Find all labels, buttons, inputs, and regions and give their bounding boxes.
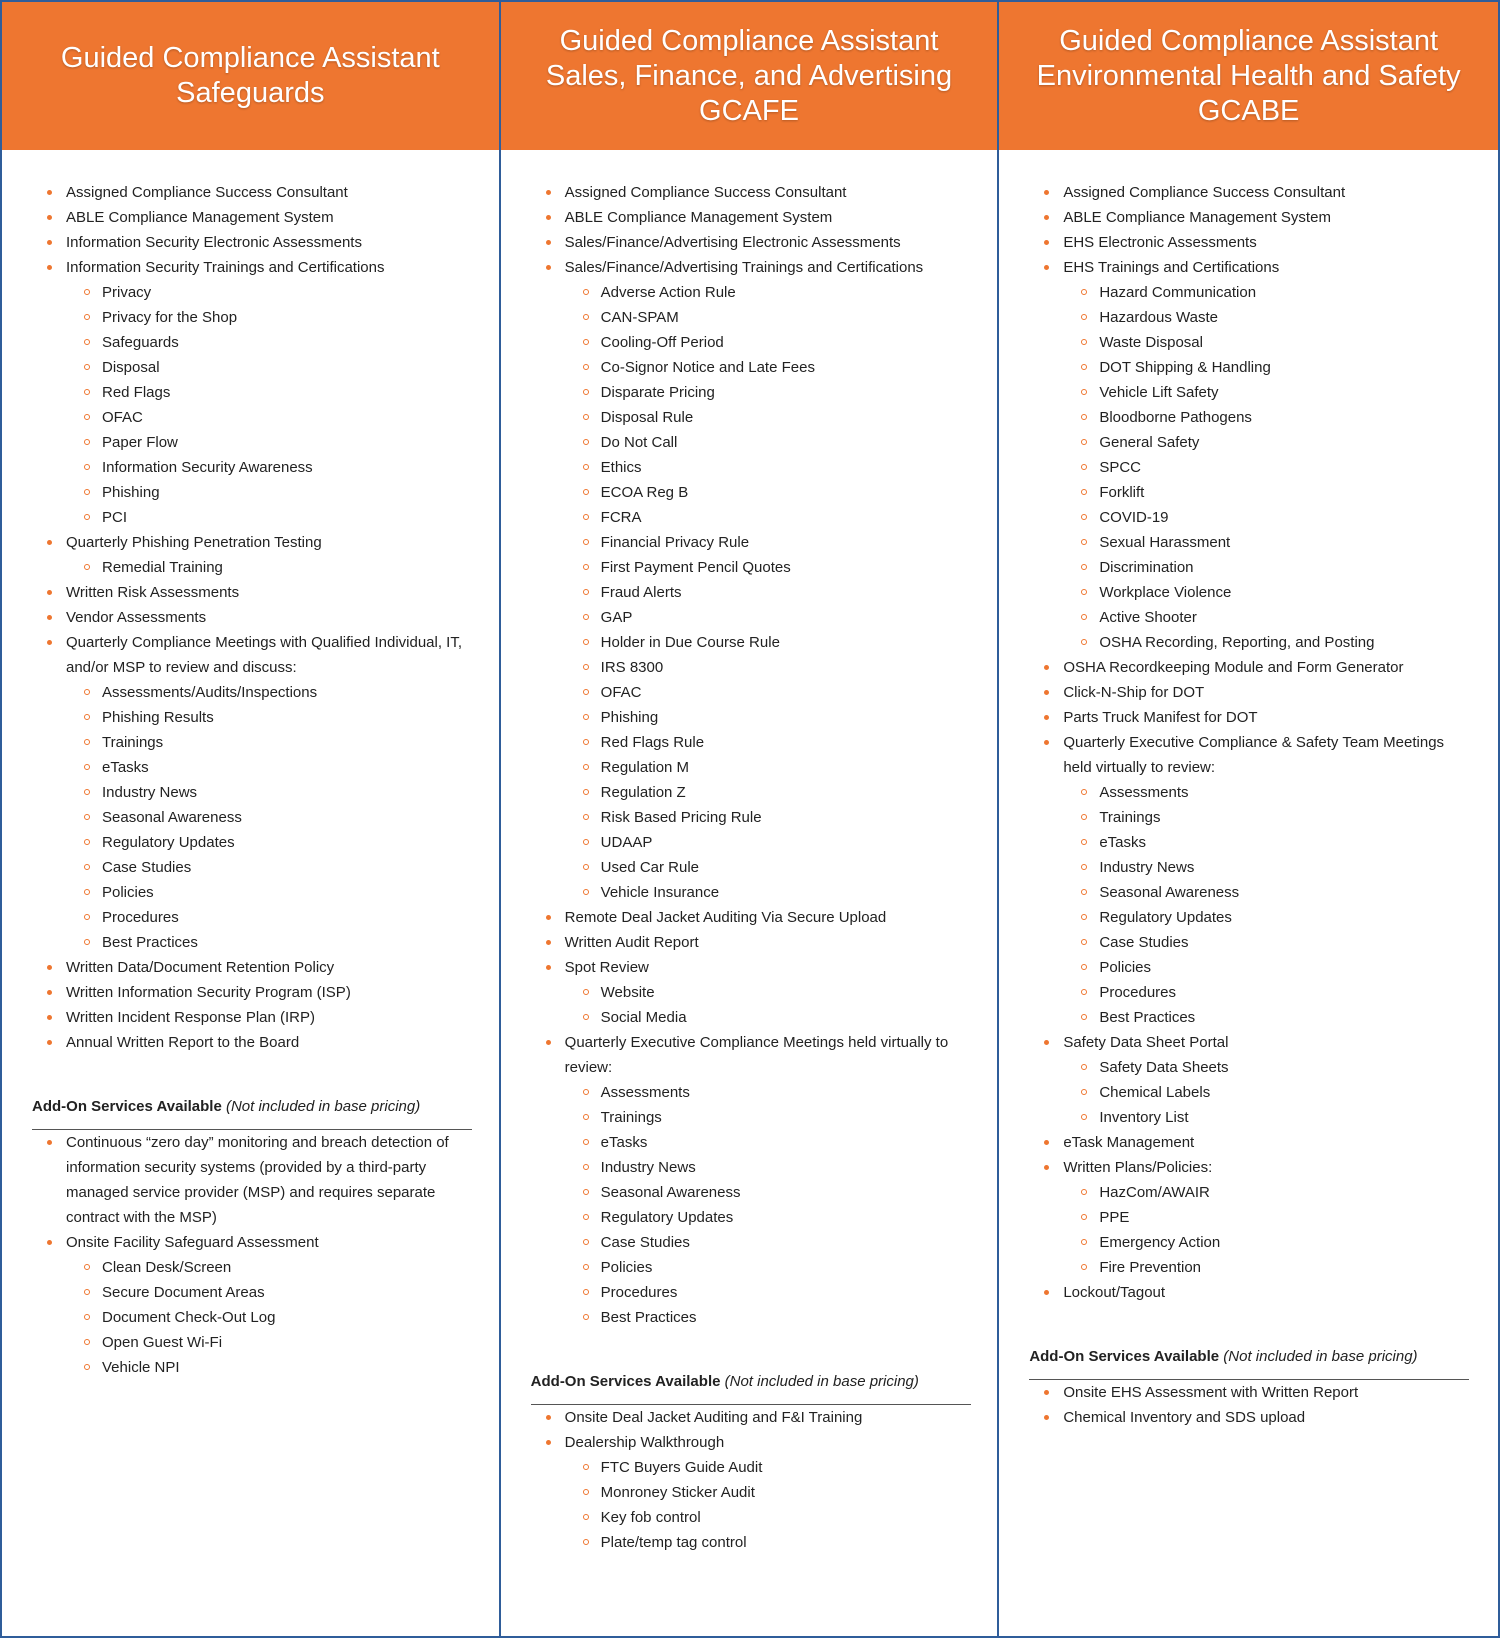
list-item (1063, 705, 1468, 730)
column-header (999, 2, 1498, 150)
list-item-label: Information Security Electronic Assessments (66, 234, 362, 251)
feature-list (32, 180, 469, 1055)
sub-list-item: Assessments (1099, 780, 1468, 805)
sub-list-item: Privacy (102, 280, 469, 305)
list-item-label: Quarterly Executive Compliance Meetings held virtually to review: (564, 1034, 949, 1076)
list-item-label: Spot Review (564, 959, 649, 976)
column-gcabe (999, 2, 1498, 1636)
sub-list-item: Procedures (102, 905, 469, 930)
sub-list (565, 1455, 968, 1555)
list-item (66, 530, 469, 580)
sub-list-item: Regulatory Updates (601, 1205, 968, 1230)
column-title-line: Sales, Finance, and Advertising (545, 59, 953, 92)
list-item (1063, 205, 1468, 230)
list-item-label: Written Risk Assessments (66, 584, 240, 601)
addon-list (32, 1130, 469, 1380)
sub-list-item: Best Practices (102, 930, 469, 955)
list-item (565, 205, 968, 230)
list-item-label: Sales/Finance/Advertising Electronic Assessments (564, 234, 901, 251)
list-item-label: Onsite Deal Jacket Auditing and F&I Training (564, 1409, 863, 1426)
sub-list-item: Disposal (102, 355, 469, 380)
sub-list-item: Best Practices (601, 1305, 968, 1330)
sub-list (1063, 1055, 1468, 1130)
list-item (66, 205, 469, 230)
sub-list-item: Paper Flow (102, 430, 469, 455)
list-item (565, 1430, 968, 1555)
list-item (565, 930, 968, 955)
sub-list-item: eTasks (601, 1130, 968, 1155)
sub-list-item: Regulatory Updates (1099, 905, 1468, 930)
addon-note: (Not included in base pricing) (724, 1373, 919, 1390)
sub-list-item: Fraud Alerts (601, 580, 968, 605)
list-item (1063, 255, 1468, 655)
sub-list-item: Red Flags (102, 380, 469, 405)
list-item (1063, 1030, 1468, 1130)
column-title-line: Environmental Health and Safety (1036, 59, 1461, 92)
sub-list-item: Chemical Labels (1099, 1080, 1468, 1105)
sub-list-item: Inventory List (1099, 1105, 1468, 1130)
sub-list-item: Case Studies (1099, 930, 1468, 955)
list-item (66, 255, 469, 530)
sub-list-item: Holder in Due Course Rule (601, 630, 968, 655)
sub-list-item: Trainings (601, 1105, 968, 1130)
addon-heading (1029, 1347, 1469, 1380)
sub-list-item: COVID-19 (1099, 505, 1468, 530)
addon-heading (32, 1097, 472, 1130)
column-title-line: Safeguards (176, 77, 325, 109)
sub-list-item: Industry News (102, 780, 469, 805)
sub-list (66, 280, 469, 530)
list-item-label: Written Data/Document Retention Policy (66, 959, 335, 976)
sub-list-item: Key fob control (601, 1505, 968, 1530)
sub-list-item: Fire Prevention (1099, 1255, 1468, 1280)
addon-note: (Not included in base pricing) (1223, 1348, 1418, 1365)
list-item (1063, 230, 1468, 255)
list-item-label: Assigned Compliance Success Consultant (66, 184, 348, 201)
sub-list-item: Policies (102, 880, 469, 905)
sub-list-item: Seasonal Awareness (1099, 880, 1468, 905)
sub-list-item: Safety Data Sheets (1099, 1055, 1468, 1080)
list-item-label: Remote Deal Jacket Auditing Via Secure Upload (564, 909, 887, 926)
sub-list-item: Procedures (601, 1280, 968, 1305)
feature-list (1029, 180, 1468, 1305)
list-item (565, 905, 968, 930)
sub-list (1063, 1180, 1468, 1280)
sub-list-item: FCRA (601, 505, 968, 530)
sub-list (66, 680, 469, 955)
list-item-label: OSHA Recordkeeping Module and Form Generator (1063, 659, 1404, 676)
sub-list-item: Website (601, 980, 968, 1005)
sub-list-item: Do Not Call (601, 430, 968, 455)
sub-list-item: Plate/temp tag control (601, 1530, 968, 1555)
list-item (1063, 730, 1468, 1030)
list-item (66, 630, 469, 955)
list-item (66, 980, 469, 1005)
list-item (66, 1230, 469, 1380)
sub-list-item: Clean Desk/Screen (102, 1255, 469, 1280)
list-item-label: Written Information Security Program (ISP) (66, 984, 351, 1001)
sub-list-item: Assessments/Audits/Inspections (102, 680, 469, 705)
sub-list-item: Ethics (601, 455, 968, 480)
list-item (565, 255, 968, 905)
column-body (2, 150, 499, 1380)
list-item (565, 1405, 968, 1430)
sub-list-item: Active Shooter (1099, 605, 1468, 630)
list-item (66, 1030, 469, 1055)
sub-list-item: Hazardous Waste (1099, 305, 1468, 330)
sub-list-item: Risk Based Pricing Rule (601, 805, 968, 830)
sub-list-item: Regulation M (601, 755, 968, 780)
list-item-label: Lockout/Tagout (1063, 1284, 1166, 1301)
list-item-label: Click-N-Ship for DOT (1063, 684, 1205, 701)
list-item-label: Information Security Trainings and Certifications (66, 259, 385, 276)
list-item-label: Written Plans/Policies: (1063, 1159, 1213, 1176)
sub-list (66, 555, 469, 580)
sub-list-item: DOT Shipping & Handling (1099, 355, 1468, 380)
list-item-label: Written Audit Report (564, 934, 699, 951)
sub-list (565, 1080, 968, 1330)
sub-list-item: Case Studies (102, 855, 469, 880)
list-item (66, 580, 469, 605)
list-item-label: eTask Management (1063, 1134, 1195, 1151)
list-item-label: ABLE Compliance Management System (1063, 209, 1331, 226)
list-item (66, 605, 469, 630)
sub-list-item: Disparate Pricing (601, 380, 968, 405)
list-item (1063, 180, 1468, 205)
sub-list (565, 980, 968, 1030)
list-item (1063, 1155, 1468, 1280)
list-item-label: Safety Data Sheet Portal (1063, 1034, 1229, 1051)
column-title-line: Guided Compliance Assistant (1059, 24, 1439, 57)
sub-list-item: Monroney Sticker Audit (601, 1480, 968, 1505)
list-item (565, 230, 968, 255)
addon-label: Add-On Services Available (1029, 1348, 1220, 1365)
sub-list (565, 280, 968, 905)
sub-list-item: Procedures (1099, 980, 1468, 1005)
sub-list-item: Phishing (601, 705, 968, 730)
sub-list-item: Adverse Action Rule (601, 280, 968, 305)
addon-list (531, 1405, 968, 1555)
list-item-label: Onsite EHS Assessment with Written Report (1063, 1384, 1359, 1401)
list-item (1063, 1405, 1468, 1430)
list-item-label: Onsite Facility Safeguard Assessment (66, 1234, 319, 1251)
sub-list-item: Seasonal Awareness (102, 805, 469, 830)
addon-note: (Not included in base pricing) (225, 1098, 421, 1115)
list-item-label: Sales/Finance/Advertising Trainings and Certifications (564, 259, 924, 276)
list-item (66, 230, 469, 255)
column-title-line: GCABE (1197, 94, 1300, 127)
list-item-label: EHS Electronic Assessments (1063, 234, 1257, 251)
addon-list (1029, 1380, 1468, 1430)
sub-list-item: PCI (102, 505, 469, 530)
sub-list-item: Document Check-Out Log (102, 1305, 469, 1330)
sub-list-item: Regulatory Updates (102, 830, 469, 855)
sub-list-item: General Safety (1099, 430, 1468, 455)
column-title-line: Guided Compliance Assistant (60, 42, 440, 74)
feature-list (531, 180, 968, 1330)
sub-list-item: Privacy for the Shop (102, 305, 469, 330)
list-item-label: Quarterly Executive Compliance & Safety Team Meetings held virtually to review: (1063, 734, 1445, 776)
sub-list-item: Disposal Rule (601, 405, 968, 430)
sub-list-item: Seasonal Awareness (601, 1180, 968, 1205)
column-title-line: Guided Compliance Assistant (559, 24, 939, 57)
sub-list-item: Secure Document Areas (102, 1280, 469, 1305)
sub-list-item: Open Guest Wi-Fi (102, 1330, 469, 1355)
list-item (66, 955, 469, 980)
sub-list-item: OSHA Recording, Reporting, and Posting (1099, 630, 1468, 655)
sub-list-item: Co-Signor Notice and Late Fees (601, 355, 968, 380)
sub-list-item: Remedial Training (102, 555, 469, 580)
sub-list-item: Regulation Z (601, 780, 968, 805)
list-item-label: ABLE Compliance Management System (66, 209, 334, 226)
list-item (565, 1030, 968, 1330)
list-item (565, 955, 968, 1030)
list-item (66, 180, 469, 205)
sub-list-item: Industry News (1099, 855, 1468, 880)
sub-list-item: Emergency Action (1099, 1230, 1468, 1255)
list-item (565, 180, 968, 205)
list-item-label: Quarterly Phishing Penetration Testing (66, 534, 322, 551)
column-safeguards (2, 2, 501, 1636)
sub-list-item: Hazard Communication (1099, 280, 1468, 305)
addon-label: Add-On Services Available (530, 1373, 721, 1390)
list-item (1063, 1130, 1468, 1155)
list-item-label: Annual Written Report to the Board (66, 1034, 300, 1051)
sub-list-item: Financial Privacy Rule (601, 530, 968, 555)
sub-list-item: Phishing Results (102, 705, 469, 730)
sub-list-item: OFAC (601, 680, 968, 705)
sub-list-item: IRS 8300 (601, 655, 968, 680)
sub-list-item: PPE (1099, 1205, 1468, 1230)
sub-list-item: Workplace Violence (1099, 580, 1468, 605)
list-item-label: Dealership Walkthrough (564, 1434, 725, 1451)
sub-list-item: Vehicle NPI (102, 1355, 469, 1380)
column-header (2, 2, 499, 150)
sub-list-item: GAP (601, 605, 968, 630)
sub-list-item: CAN-SPAM (601, 305, 968, 330)
list-item-label: Assigned Compliance Success Consultant (1063, 184, 1346, 201)
sub-list-item: Industry News (601, 1155, 968, 1180)
sub-list-item: Safeguards (102, 330, 469, 355)
sub-list-item: Waste Disposal (1099, 330, 1468, 355)
sub-list-item: FTC Buyers Guide Audit (601, 1455, 968, 1480)
list-item (1063, 680, 1468, 705)
list-item-label: EHS Trainings and Certifications (1063, 259, 1280, 276)
sub-list-item: Vehicle Insurance (601, 880, 968, 905)
sub-list-item: eTasks (102, 755, 469, 780)
sub-list-item: Used Car Rule (601, 855, 968, 880)
sub-list-item: Sexual Harassment (1099, 530, 1468, 555)
sub-list-item: HazCom/AWAIR (1099, 1180, 1468, 1205)
column-header (501, 2, 998, 150)
sub-list-item: Red Flags Rule (601, 730, 968, 755)
sub-list-item: Trainings (102, 730, 469, 755)
list-item-label: ABLE Compliance Management System (564, 209, 833, 226)
addon-heading (531, 1372, 971, 1405)
column-body (501, 150, 998, 1555)
sub-list-item: Case Studies (601, 1230, 968, 1255)
sub-list (1063, 280, 1468, 655)
list-item-label: Assigned Compliance Success Consultant (564, 184, 847, 201)
sub-list-item: SPCC (1099, 455, 1468, 480)
sub-list-item: UDAAP (601, 830, 968, 855)
addon-label: Add-On Services Available (32, 1098, 222, 1115)
sub-list (1063, 780, 1468, 1030)
list-item-label: Parts Truck Manifest for DOT (1063, 709, 1258, 726)
sub-list-item: ECOA Reg B (601, 480, 968, 505)
list-item (1063, 1280, 1468, 1305)
sub-list-item: Bloodborne Pathogens (1099, 405, 1468, 430)
sub-list-item: Discrimination (1099, 555, 1468, 580)
sub-list-item: Assessments (601, 1080, 968, 1105)
sub-list-item: eTasks (1099, 830, 1468, 855)
list-item (1063, 1380, 1468, 1405)
sub-list-item: Trainings (1099, 805, 1468, 830)
column-body (999, 150, 1498, 1430)
sub-list-item: Phishing (102, 480, 469, 505)
list-item-label: Continuous “zero day” monitoring and breach detection of information security systems (provided by a third-party managed service provider (MSP) and requires separate contract with the MSP) (66, 1134, 449, 1226)
sub-list-item: Best Practices (1099, 1005, 1468, 1030)
column-title-line: GCAFE (699, 94, 799, 127)
sub-list-item: Information Security Awareness (102, 455, 469, 480)
sub-list-item: Policies (1099, 955, 1468, 980)
sub-list-item: Cooling-Off Period (601, 330, 968, 355)
sub-list (66, 1255, 469, 1380)
list-item (1063, 655, 1468, 680)
list-item-label: Written Incident Response Plan (IRP) (66, 1009, 316, 1026)
list-item-label: Vendor Assessments (66, 609, 207, 626)
column-gcafe (501, 2, 1000, 1636)
sub-list-item: First Payment Pencil Quotes (601, 555, 968, 580)
sub-list-item: Vehicle Lift Safety (1099, 380, 1468, 405)
list-item-label: Chemical Inventory and SDS upload (1063, 1409, 1306, 1426)
sub-list-item: Policies (601, 1255, 968, 1280)
sub-list-item: OFAC (102, 405, 469, 430)
list-item (66, 1005, 469, 1030)
list-item-label: Quarterly Compliance Meetings with Qualified Individual, IT, and/or MSP to review and discuss: (66, 634, 463, 676)
sub-list-item: Forklift (1099, 480, 1468, 505)
sub-list-item: Social Media (601, 1005, 968, 1030)
list-item (66, 1130, 469, 1230)
